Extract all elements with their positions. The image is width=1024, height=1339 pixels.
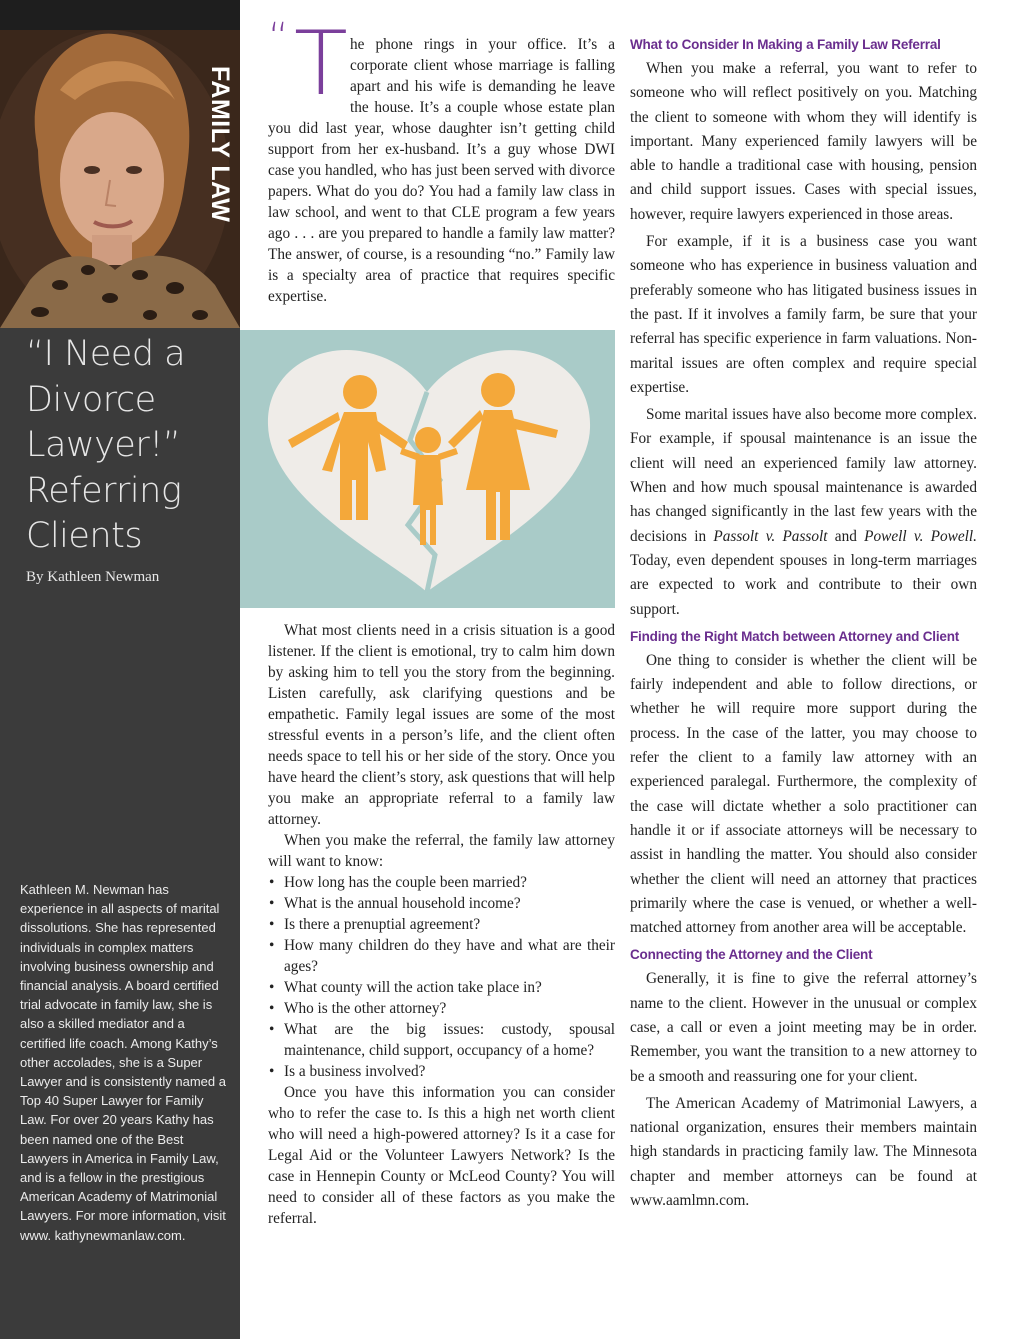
list-item: • How long has the couple been married? [268, 872, 615, 893]
byline: By Kathleen Newman [26, 569, 160, 585]
question-list [268, 872, 615, 1082]
article-title [26, 332, 226, 560]
broken-heart-family-illustration [240, 330, 615, 608]
top-bar [0, 0, 240, 30]
section-label: FAMILY LAW [206, 66, 234, 223]
intro-column [268, 12, 615, 307]
paragraph: What most clients need in a crisis situation is a good listener. If the client is emotional, try to calm him down by asking him to tell you the story from the beginning. Listen carefully, ask clarifying questions and be empathetic. Family legal issues are some of the most stressful events in a person’s life, and the client often needs space to tell his or her side of the story. Once you have heard the client’s story, ask questions that will help you make an appropriate referral to a family law attorney. [268, 622, 615, 828]
drop-cap [268, 12, 350, 118]
paragraph-text: Today, even dependent spouses in long-term marriages are expected to work and contribute to their own support. [630, 551, 977, 618]
paragraph: For example, if it is a business case you want someone who has experience in business valuation and preferably someone who has litigated business issues in the past. If it involves a family farm, be sure that your referral has specific experience in farm valuations. Non-marital issues are often complex and require special expertise. [630, 233, 977, 396]
list-item: • Who is the other attorney? [268, 998, 615, 1019]
paragraph [630, 403, 977, 622]
intro-paragraph: he phone rings in your office. It’s a corporate client whose marriage is falling apart and his wife is demanding he leave the house. It’s a couple whose estate plan you did last year, whose daughter isn’t getting child support from her ex-husband. It’s a guy whose DWI case you handled, who has just been served with divorce papers. What do you do? You had a family law class in law school, and went to that CLE program a few years ago . . . are you prepared to handle a family law matter? The answer, of course, is a resounding “no.” Family law is a specialty area of practice that requires specific expertise. [268, 36, 615, 305]
subheading: What to Consider In Making a Family Law Referral [630, 37, 941, 52]
paragraph-text: Some marital issues have also become more complex. For example, if spousal maintenance is an issue the client will need an experienced family law attorney. When and how much spousal maintenance is awarded has changed significantly in the last few years with the decisions in [630, 406, 977, 545]
title-line: Divorce [26, 379, 156, 420]
title-line: “I Need a [26, 334, 186, 374]
paragraph: Once you have this information you can consider who to refer the case to. Is this a high net worth client who will need a high-powered attorney? Is it a case for Legal Aid or the Volunteer Lawyers Network? Is the case in Hennepin County or McLeod County? You will need to consider all of these factors as you make the referral. [268, 1084, 615, 1227]
paragraph: One thing to consider is whether the client will be fairly independent and able to follow directions, or whether he will require more support during the process. In the case of the latter, you may choose to refer the client to a family law attorney with an experienced paralegal. Furthermore, the complexity of the case will dictate whether a solo practitioner can handle it or if associate attorneys will be necessary to assist in handling the matter. You should also consider whether the client will need an attorney that practices primarily where the case is venued, or whether a well-matched attorney from another area will be acceptable. [630, 651, 977, 937]
paragraph-text: and [827, 527, 865, 545]
subheading: Finding the Right Match between Attorney and Client [630, 628, 960, 644]
list-item: • How many children do they have and what are their ages? [268, 935, 615, 977]
author-bio: Kathleen M. Newman has experience in all aspects of marital dissolutions. She has represented individuals in complex matters involving business ownership and financial analysis. A board certified trial advocate in family law, she is also a skilled mediator and a certified life coach. Among Kathy’s other accolades, she is a Super Lawyer and is consistently named a Top 40 Super Lawyer for Family Law. For over 20 years Kathy has been named one of the Best Lawyers in America in Family Law, and is a fellow in the prestigious American Academy of Matrimonial Lawyers. For more information, visit www. kathynewmanlaw.com. [20, 882, 226, 1243]
author-photo [0, 30, 240, 328]
list-item: • What county will the action take place in? [268, 977, 615, 998]
case-citation: Passolt v. Passolt [713, 527, 828, 545]
paragraph: The American Academy of Matrimonial Lawyers, a national organization, ensures their members maintain high standards in practicing family law. The Minnesota chapter and member attorneys can be found at www.aamlmn.com. [630, 1094, 977, 1210]
title-line: Lawyer!” [26, 425, 181, 465]
list-item: • What are the big issues: custody, spousal maintenance, child support, occupancy of a home? [268, 1019, 615, 1061]
middle-column [268, 620, 615, 1229]
list-item: • What is the annual household income? [268, 893, 615, 914]
paragraph: Generally, it is fine to give the referral attorney’s name to the client. However in the unusual or complex case, a call or even a joint meeting may be in order. Remember, you want the transition to a new attorney to be a smooth and reassuring one for your client. [630, 970, 977, 1085]
paragraph: When you make the referral, the family law attorney will want to know: [268, 832, 615, 870]
title-line: Referring [26, 470, 182, 511]
right-column [630, 34, 977, 1216]
list-item: • Is there a prenuptial agreement? [268, 914, 615, 935]
title-line: Clients [26, 516, 143, 556]
subheading: Connecting the Attorney and the Client [630, 947, 873, 963]
list-item: • Is a business involved? [268, 1061, 615, 1082]
drop-cap-quote: “ [268, 15, 289, 61]
case-citation: Powell v. Powell. [864, 527, 977, 545]
drop-cap-letter: T [294, 12, 348, 115]
paragraph: When you make a referral, you want to refer to someone who will reflect positively on you. Matching the client to someone with whom they will identify is important. Many experienced family lawyers will be able to handle a traditional case with housing, pension and child support issues. Cases with special issues, however, require lawyers experienced in those areas. [630, 60, 977, 223]
